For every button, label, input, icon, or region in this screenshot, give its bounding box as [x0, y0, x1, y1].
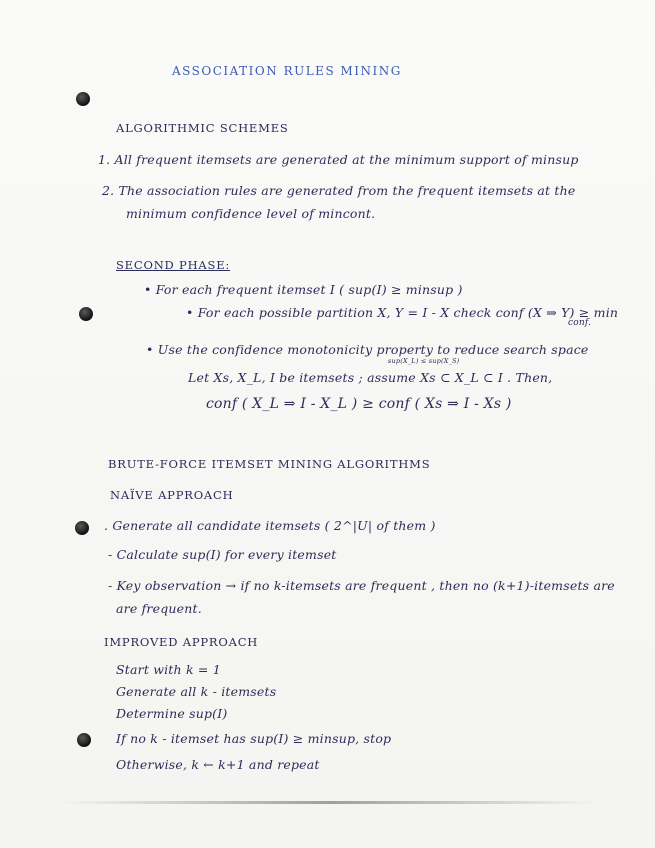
punch-hole: [79, 307, 93, 321]
punch-hole: [75, 521, 89, 535]
second-phase-bullet-1a: • For each possible partition X, Y = I - X check conf (X ⇒ Y) ≥ min: [186, 305, 619, 320]
scheme-item-1: 1. All frequent itemsets are generated at the minimum support of minsup: [98, 152, 579, 167]
improved-step-2: Generate all k - itemsets: [116, 684, 277, 699]
improved-step-5: Otherwise, k ← k+1 and repeat: [116, 757, 320, 772]
second-phase-bullet-2: • Use the confidence monotonicity property to reduce search space: [146, 342, 589, 357]
second-phase-bullet-1: • For each frequent itemset I ( sup(I) ≥ minsup ): [144, 282, 463, 297]
let-itemsets-line: Let Xs, X_L, I be itemsets ; assume Xs ⊂ X_L ⊂ I . Then,: [188, 370, 553, 385]
brute-force-heading: BRUTE-FORCE ITEMSET MINING ALGORITHMS: [108, 457, 431, 471]
naive-item-2: - Calculate sup(I) for every itemset: [108, 547, 337, 562]
page-title: ASSOCIATION RULES MINING: [172, 64, 402, 78]
naive-approach-heading: NAÏVE APPROACH: [110, 488, 234, 502]
second-phase-bullet-1a-continuation: conf.: [568, 318, 592, 328]
naive-item-3-line-1: - Key observation → if no k-itemsets are frequent , then no (k+1)-itemsets are: [108, 578, 615, 593]
punch-hole: [76, 92, 90, 106]
improved-approach-heading: IMPROVED APPROACH: [104, 635, 259, 649]
second-phase-heading: SECOND PHASE:: [116, 258, 231, 272]
confidence-formula: conf ( X_L ⇒ I - X_L ) ≥ conf ( Xs ⇒ I - Xs ): [206, 396, 512, 412]
scheme-item-2-line-1: 2. The association rules are generated from the frequent itemsets at the: [102, 183, 576, 198]
algorithmic-schemes-heading: ALGORITHMIC SCHEMES: [116, 121, 289, 135]
page-edge-shadow: [60, 801, 600, 804]
punch-hole: [77, 733, 91, 747]
improved-step-4: If no k - itemset has sup(I) ≥ minsup, stop: [116, 731, 392, 746]
naive-item-1: . Generate all candidate itemsets ( 2^|U| of them ): [104, 518, 436, 533]
improved-step-3: Determine sup(I): [116, 706, 228, 721]
scheme-item-2-line-2: minimum confidence level of mincont.: [126, 206, 376, 221]
naive-item-3-line-2: are frequent.: [116, 601, 202, 616]
support-annotation: sup(X_L) ≤ sup(X_S): [388, 357, 460, 365]
improved-step-1: Start with k = 1: [116, 662, 221, 677]
